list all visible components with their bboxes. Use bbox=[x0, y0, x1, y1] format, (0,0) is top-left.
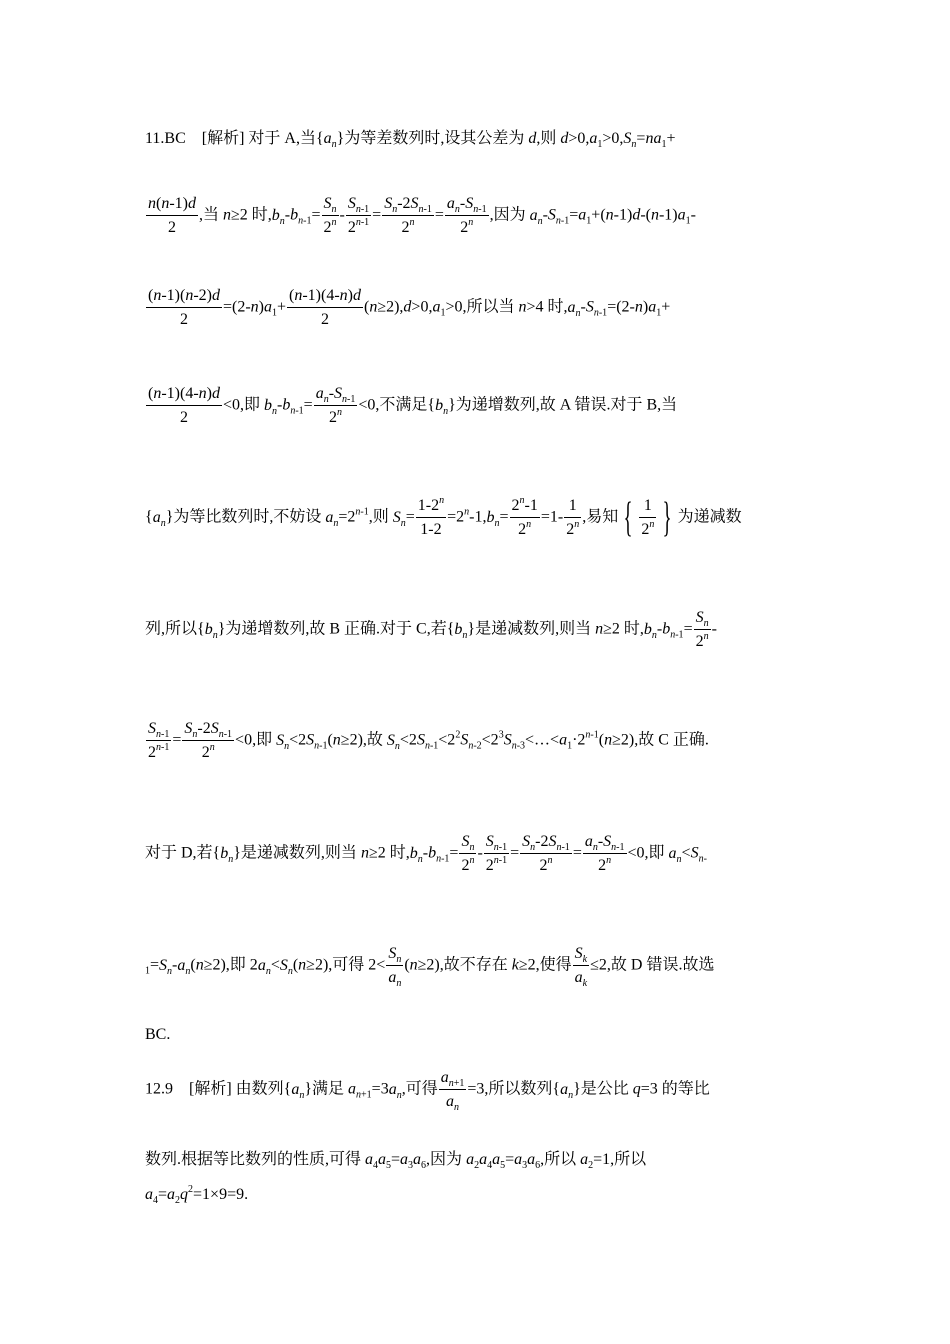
fraction: $\frac{a_n-S_{n-1}}{2^n}$ bbox=[315, 385, 356, 426]
fraction: $\frac{(n-1)(n-2)d}{2}$ bbox=[148, 287, 220, 328]
fraction: $\frac{1-2^n}{1-2}$ bbox=[417, 495, 445, 538]
fraction: $\frac{S_n-2S_{n-1}}{2^n}$ bbox=[522, 833, 570, 874]
fraction: $\frac{S_n-2S_{n-1}}{2^n}$ bbox=[384, 195, 432, 236]
fraction: $\frac{a_{n+1}}{a_n}$ bbox=[440, 1069, 465, 1113]
fraction: $\frac{n(n-1)d}{2}$ bbox=[148, 195, 196, 236]
p11-line-2: $\frac{n(n-1)d}{2}$ ,当 n≥2 时$,b_n-b_{n-1}=$ $\frac{S_n}{2^n}$ - $\frac{S_{n-1}}{2^{n-1}}$ = $\frac{S_n-2S_{n-1}}{2^n}$ = $\frac{a_n-S_{n-1}}{2^n}$ ,因为 $a_n-S_{n-1}=a_1+(n-1)d-(n-1)a_1-$ bbox=[148, 195, 696, 236]
fraction: $\frac{2^n-1}{2^n}$ bbox=[511, 495, 538, 538]
p11-line-8: 对于 D,若$\{b_n\}$是递减数列,则当 n≥2 时$,b_n-b_{n-1}=$ $\frac{S_n}{2^n}$ - $\frac{S_{n-1}}{2^{n-1}}$ = $\frac{S_n-2S_{n-1}}{2^n}$ = $\frac{a_n-S_{n-1}}{2^n}$ <0,即 $a_n<S_{n-}$ bbox=[145, 833, 707, 874]
fraction: $\frac{(n-1)(4-n)d}{2}$ bbox=[148, 385, 220, 426]
p12-line-3: $a_4=a_2q^2=1\times 9=9$. bbox=[145, 1184, 249, 1206]
p11-line-10: BC. bbox=[145, 1026, 171, 1043]
p11-line-3: $\frac{(n-1)(n-2)d}{2}$ $=(2-n)a_1+$ $\frac{(n-1)(4-n)d}{2}$ $(n\ge 2),d>0,a_1>0$,所以当 n>4 时$,a_n-S_{n-1}=(2-n)a_1+$ bbox=[148, 287, 671, 328]
fraction: $\frac{S_k}{a_k}$ bbox=[574, 945, 588, 989]
fraction: $\frac{S_{n-1}}{2^{n-1}}$ bbox=[347, 195, 370, 236]
fraction: $\frac{a_n-S_{n-1}}{2^n}$ bbox=[446, 195, 487, 236]
p11-line-9: $_1=S_n-a_n(n\ge 2)$,即 $2a_n<S_n(n\ge 2)$,可得 2< $\frac{S_n}{a_n}$ (n≥2),故不存在 k≥2,使得 $\frac{S_k}{a_k}$ ≤2,故 D 错误.故选 bbox=[145, 945, 715, 989]
right-brace: } bbox=[662, 495, 673, 541]
p11-line-7: $\frac{S_{n-1}}{2^{n-1}}$ = $\frac{S_n-2S_{n-1}}{2^n}$ <0,即 $S_n<2S_{n-1}(n\ge 2)$,故 $S_n<2S_{n-1}<2^2S_{n-2}<2^3S_{n-3}<\dots<a_1\cdot 2^{n-1}(n\ge 2)$,故 C 正确. bbox=[148, 720, 709, 761]
p12-line-1: 12.9 [解析] 由数列$\{a_n\}$满足 $a_{n+1}=3a_n$,可得 $\frac{a_{n+1}}{a_n}$ =3,所以数列$\{a_n\}$是公比 q=3 的等比 bbox=[145, 1069, 710, 1113]
p11-line-1: 11.BC [解析] 对于 A,当$\{a_n\}$为等差数列时,设其公差为 d,则 $d>0,a_1>0,S_n=na_1+$ bbox=[145, 130, 676, 150]
fraction: $\frac{S_{n-1}}{2^{n-1}}$ bbox=[485, 833, 508, 874]
left-brace: { bbox=[623, 495, 633, 541]
fraction: $\frac{S_n}{2^n}$ bbox=[695, 609, 709, 650]
fraction: $\frac{a_n-S_{n-1}}{2^n}$ bbox=[584, 833, 625, 874]
fraction: $\frac{S_n}{2^n}$ bbox=[323, 195, 337, 236]
fraction: $\frac{S_n}{a_n}$ bbox=[388, 945, 402, 989]
fraction: $\frac{S_n}{2^n}$ bbox=[461, 833, 475, 874]
fraction: $\frac{(n-1)(4-n)d}{2}$ bbox=[289, 287, 361, 328]
fraction: $\frac{S_n-2S_{n-1}}{2^n}$ bbox=[184, 720, 233, 761]
fraction: $\frac{1}{2^n}$ bbox=[641, 497, 655, 538]
fraction: $\frac{S_{n-1}}{2^{n-1}}$ bbox=[148, 720, 170, 761]
p11-line-6: 列,所以$\{b_n\}$为递增数列,故 B 正确.对于 C,若$\{b_n\}$是递减数列,则当 n≥2 时$,b_n-b_{n-1}=$ $\frac{S_n}{2^n}$ - bbox=[145, 609, 717, 650]
p11-line-4: $\frac{(n-1)(4-n)d}{2}$ <0,即 $b_n-b_{n-1}=$ $\frac{a_n-S_{n-1}}{2^n}$ <0,不满足$\{b_n\}$为递增数列,故 A 错误.对于 B,当 bbox=[148, 385, 678, 426]
p12-line-2: 数列.根据等比数列的性质,可得 $a_4a_5=a_3a_6$,因为 $a_2a_4a_5=a_3a_6$,所以 $a_2=1$,所以 bbox=[145, 1151, 647, 1171]
fraction: $\frac{1}{2^n}$ bbox=[566, 497, 580, 538]
p11-line-5: $\{a_n\}$为等比数列时,不妨设 $a_n=2^{n-1}$,则 $S_n=$ $\frac{1-2^n}{1-2}$ $=2^n-1,b_n=$ $\frac{2^n-1}{2^n}$ =1- $\frac{1}{2^n}$ ,易知 { $\frac{1}{2^n}$ } 为递减数 bbox=[145, 495, 742, 541]
